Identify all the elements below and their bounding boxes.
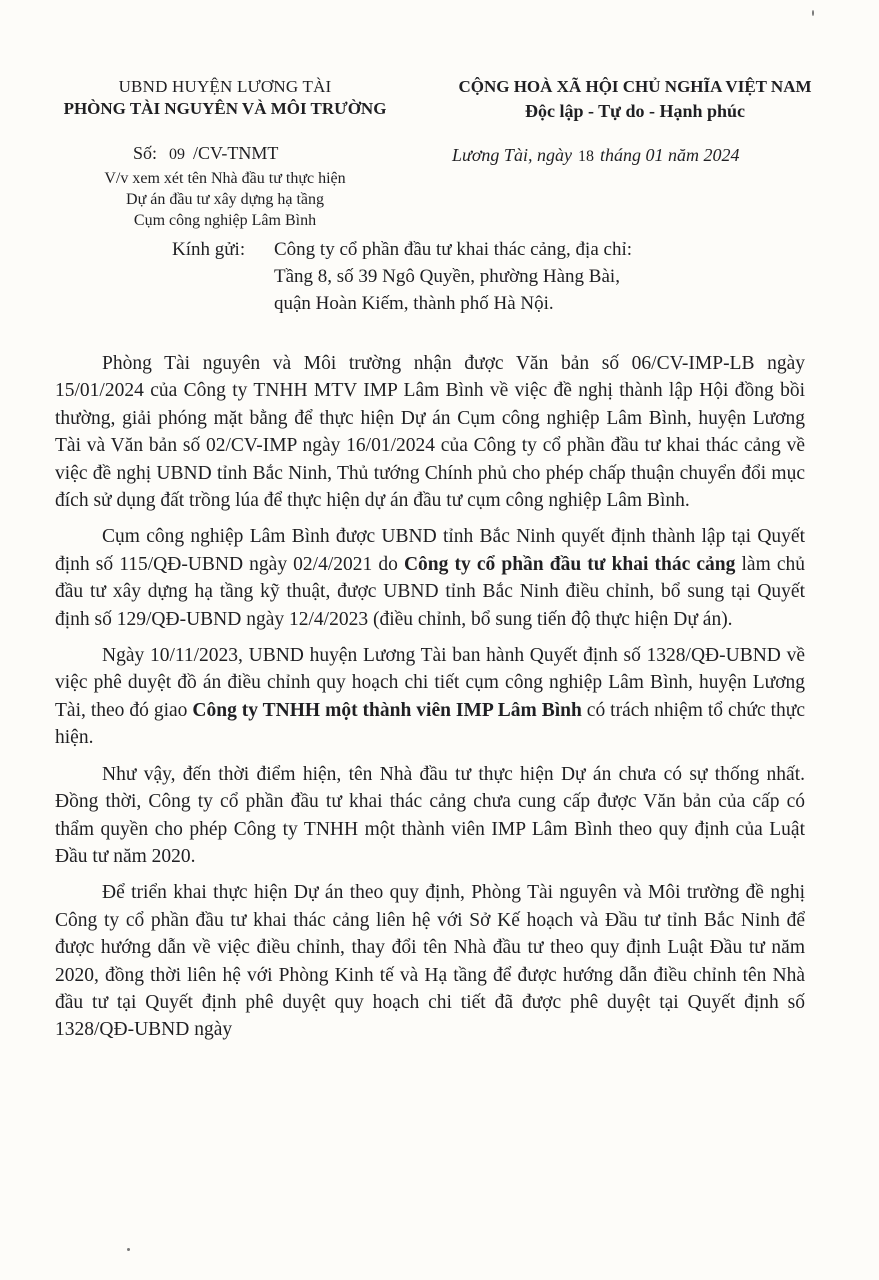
recipient-label: Kính gửi: [172,239,246,260]
body-paragraph-2 [55,523,805,633]
body-paragraph-5: Để triển khai thực hiện Dự án theo quy định, Phòng Tài nguyên và Môi trường đề nghị Công ty cổ phần đầu tư khai thác cảng liên hệ với Sở Kế hoạch và Đầu tư tỉnh Bắc Ninh để được hướng dẫn về việc điều chỉnh, thay đổi tên Nhà đầu tư theo quy định Luật Đầu tư năm 2020, đồng thời liên hệ với Phòng Kinh tế và Hạ tầng để được hướng dẫn điều chỉnh tên Nhà đầu tư tại Quyết định phê duyệt quy hoạch chi tiết đã được phê duyệt tại Quyết định số 1328/QĐ-UBND ngày [55,882,805,1041]
body-paragraph-3 [55,642,805,752]
issuer-org: UBND HUYỆN LƯƠNG TÀI [118,77,332,96]
issuer-header [30,76,420,120]
document-number-label: Số: [133,143,158,163]
recipient-block [172,236,632,317]
body-paragraph-2-text-c: làm chủ đầu tư xây dựng hạ tầng kỹ thuật, được UBND tỉnh Bắc Ninh điều chỉnh, bổ sung tại Quyết định số 129/QĐ-UBND ngày 12/4/2023 (điều chỉnh, bổ sung tiến độ thực hiện Dự án). [55,553,805,630]
issuer-dept: PHÒNG TÀI NGUYÊN VÀ MÔI TRƯỜNG [63,99,387,118]
issue-date-suffix: tháng 01 năm 2024 [599,145,740,165]
issue-date-day: 18 [577,148,594,165]
recipient-line-1: Công ty cổ phần đầu tư khai thác cảng, địa chỉ: [274,239,633,260]
scan-speck [812,10,814,16]
recipient-line-2: Tầng 8, số 39 Ngô Quyền, phường Hàng Bài, [274,266,620,287]
body-paragraph-3-text-c: có trách nhiệm tổ chức thực hiện. [55,699,805,749]
country-name: CỘNG HOÀ XÃ HỘI CHỦ NGHĨA VIỆT NAM [458,77,812,96]
subject-line-2: Dự án đầu tư xây dựng hạ tầng [126,191,324,208]
recipient-line-3: quận Hoàn Kiếm, thành phố Hà Nội. [274,293,554,314]
subject-line [60,168,390,231]
issue-date [452,144,739,168]
scan-speck [127,1248,130,1251]
body-paragraph-2-bold: Công ty cổ phần đầu tư khai thác cảng [403,553,736,575]
body-paragraph-4: Như vậy, đến thời điểm hiện, tên Nhà đầu tư thực hiện Dự án chưa có sự thống nhất. Đồng thời, Công ty cổ phần đầu tư khai thác cảng chưa cung cấp được Văn bản của cấp có thẩm quyền cho phép Công ty TNHH một thành viên IMP Lâm Bình theo quy định của Luật Đầu tư năm 2020. [55,763,805,867]
body-paragraph-1: Phòng Tài nguyên và Môi trường nhận được Văn bản số 06/CV-IMP-LB ngày 15/01/2024 của Công ty TNHH MTV IMP Lâm Bình về việc đề nghị thành lập Hội đồng bồi thường, giải phóng mặt bằng để thực hiện Dự án Cụm công nghiệp Lâm Bình, huyện Lương Tài và Văn bản số 02/CV-IMP ngày 16/01/2024 của Công ty cổ phần đầu tư khai thác cảng về việc đề nghị UBND tỉnh Bắc Ninh, Thủ tướng Chính phủ cho phép chấp thuận chuyển đổi mục đích sử dụng đất trồng lúa để thực hiện dự án đầu tư cụm công nghiệp Lâm Bình. [55,353,805,512]
national-header [425,76,845,124]
body-paragraph-3-text-a: Ngày 10/11/2023, UBND huyện Lương Tài ban hành Quyết định số 1328/QĐ-UBND về việc phê duyệt đồ án điều chỉnh quy hoạch chi tiết cụm công nghiệp Lâm Bình, huyện Lương Tài, theo đó giao [55,645,805,721]
issue-date-prefix: Lương Tài, ngày [452,145,572,165]
document-number [133,142,278,166]
document-number-value: 09 [169,146,186,163]
subject-line-3: Cụm công nghiệp Lâm Bình [133,212,317,229]
document-number-code: /CV-TNMT [193,143,279,163]
subject-line-1: V/v xem xét tên Nhà đầu tư thực hiện [104,170,346,187]
body-paragraph-2-text-a: Cụm công nghiệp Lâm Bình được UBND tỉnh Bắc Ninh quyết định thành lập tại Quyết định số 115/QĐ-UBND ngày 02/4/2021 do [55,526,805,575]
body-paragraph-3-bold: Công ty TNHH một thành viên IMP Lâm Bình [192,699,582,721]
national-motto: Độc lập - Tự do - Hạnh phúc [524,101,746,121]
document-body [55,350,805,1053]
